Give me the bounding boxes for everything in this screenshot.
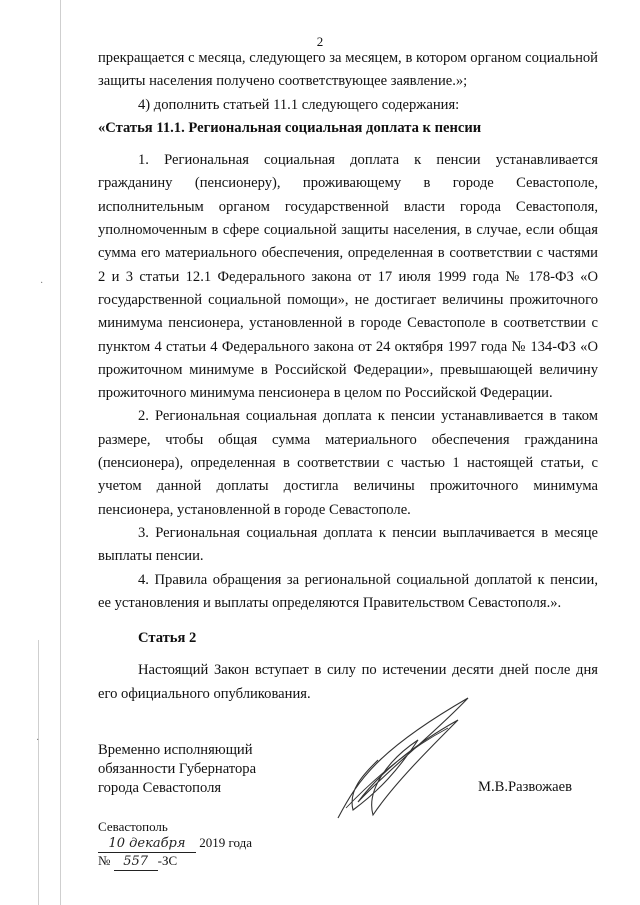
issue-details <box>98 819 252 871</box>
issue-place: Севастополь <box>98 819 168 834</box>
article-11-1-part-4: 4. Правила обращения за региональной социальной доплатой к пенсии, ее установления и выплаты определяются Правительством Севастополя.». <box>98 571 598 611</box>
signer-position-line: города Севастополя <box>98 780 222 796</box>
scan-speck: · <box>36 735 40 746</box>
scan-edge-line <box>38 640 39 905</box>
issue-number-suffix: -ЗС <box>157 853 178 868</box>
article-11-1-part-3: 3. Региональная социальная доплата к пенсии выплачивается в месяце выплаты пенсии. <box>98 524 598 565</box>
article-11-1-part-1: 1. Региональная социальная доплата к пенсии устанавливается гражданину (пенсионеру), проживающему в городе Севастополе, исполнительным органом государственной власти города Севастополя, уполномоченным в сфере социальной защиты населения, в случае, если общая сумма его материального обеспечения, определенная в соответствии с частями 2 и 3 статьи 12.1 Федерального закона от 17 июля 1999 года № 178-ФЗ «О государственной социальной помощи», не достигает величины прожиточного минимума пенсионера, установленной в городе Севастополе в соответствии с пунктом 4 статьи 4 Федерального закона от 24 октября 1997 года № 134-ФЗ «О прожиточном минимуме в Российской Федерации», превышающей величину прожиточного минимума пенсионера в целом по Российской Федерации. <box>98 152 598 402</box>
issue-date-handwritten: 10 декабря <box>98 836 196 853</box>
article-11-1-heading: «Статья 11.1. Региональная социальная доплата к пенсии <box>98 119 482 136</box>
issue-number-prefix: № <box>98 853 111 868</box>
handwritten-signature <box>318 690 478 825</box>
issue-year: 2019 года <box>199 835 253 850</box>
article-2-heading: Статья 2 <box>138 630 197 647</box>
scan-edge-line <box>60 0 61 905</box>
issue-date-line <box>98 835 252 853</box>
signer-position-line: обязанности Губернатора <box>98 761 257 777</box>
scan-speck: · <box>40 278 44 289</box>
signer-name: М.В.Развожаев <box>478 779 573 795</box>
signer-position-line: Временно исполняющий <box>98 742 253 758</box>
article-11-1-part-2: 2. Региональная социальная доплата к пенсии устанавливается в таком размере, чтобы общая сумма материального обеспечения гражданина (пенсионера), определенная в соответствии с частью 1 настоящей статьи, с учетом данной доплаты достигла величины прожиточного минимума пенсионера, установленной в городе Севастополе. <box>98 408 598 518</box>
signer-position <box>98 741 256 798</box>
issue-number-handwritten: 557 <box>114 854 158 871</box>
body-text <box>98 47 598 706</box>
paragraph-continuation: прекращается с месяца, следующего за месяцем, в котором органом социальной защиты населения получено соответствующее заявление.»; <box>98 50 598 90</box>
issue-number-line <box>98 853 252 871</box>
paragraph-amendment-item: 4) дополнить статьей 11.1 следующего содержания: <box>138 96 460 113</box>
article-2-text: Настоящий Закон вступает в силу по истечении десяти дней после дня его официального опубликования. <box>98 662 598 702</box>
page-number: 2 <box>316 34 324 49</box>
